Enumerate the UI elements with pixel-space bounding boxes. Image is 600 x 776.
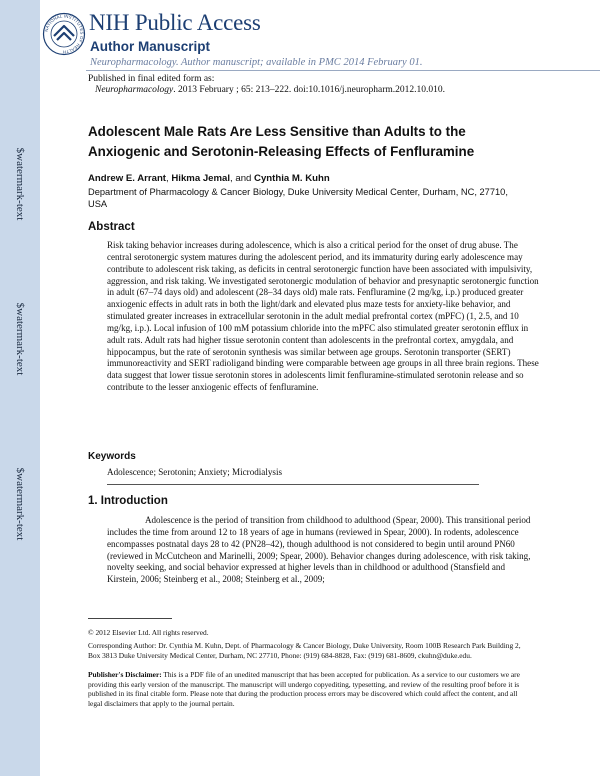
disclaimer-label: Publisher's Disclaimer: <box>88 670 162 679</box>
side-strip <box>0 0 40 776</box>
header-title: NIH Public Access <box>89 10 261 35</box>
keywords-list: Adolescence; Serotonin; Anxiety; Microdialysis <box>107 467 283 477</box>
author-separator: , <box>166 173 172 184</box>
published-form-label: Published in final edited form as: <box>88 74 215 84</box>
svg-text:NATIONAL INSTITUTES OF HEALTH: NATIONAL INSTITUTES OF HEALTH <box>43 13 85 55</box>
watermark-text: $watermark-text <box>14 467 26 541</box>
author-separator: , and <box>230 173 255 184</box>
introduction-heading: 1. Introduction <box>88 495 168 507</box>
disclaimer-text: This is a PDF file of an unedited manuscript that has been accepted for publication. As a service to our customers we are providing this early version of the manuscript. The manuscript will undergo copyediting, typesetting, and review of the resulting proof before it is published in its final citable form. Please note that during the production process errors may be discovered which could affect the content, and all legal disclaimers that apply to the journal pertain. <box>88 670 520 708</box>
header-subtitle: Author Manuscript <box>90 39 210 54</box>
corresponding-author-note: Corresponding Author: Dr. Cynthia M. Kuhn, Dept. of Pharmacology & Cancer Biology, Duke University, Room 100B Research Park Building 2, Box 3813 Duke University Medical Center, Durham, NC 27710, Phone: (919) 684-8828, Fax: (919) 681-8609, ckuhn@duke.edu. <box>88 641 521 660</box>
journal-name: Neuropharmacology <box>95 85 174 95</box>
author-list <box>88 173 330 184</box>
watermark-text: $watermark-text <box>14 302 26 376</box>
author-name: Andrew E. Arrant <box>88 173 167 184</box>
copyright-notice: © 2012 Elsevier Ltd. All rights reserved. <box>88 628 209 637</box>
citation-details: . 2013 February ; 65: 213–222. doi:10.1016/j.neuropharm.2012.10.010. <box>173 85 446 95</box>
author-name: Hikma Jemal <box>171 173 231 184</box>
header-divider <box>86 70 600 71</box>
abstract-text: Risk taking behavior increases during adolescence, which is also a critical period for the onset of drug abuse. The central serotonergic system matures during the adolescent period, and its immaturity during early adolescence may contribute to adolescent risk taking, as deficits in central serotonergic function have been associated with impulsivity, aggression, and risk taking. We investigated serotonergic modulation of behavior and presynaptic serotonergic function in adult (67–74 days old) and adolescent (28–34 days old) male rats. Fenfluramine (2 mg/kg, i.p.) produced greater anxiogenic effects in adult rats in both the light/dark and elevated plus maze tests for anxiety-like behavior, and stimulated greater increases in extracellular serotonin in the adult medial prefrontal cortex (mPFC) (1, 2.5, and 10 mg/kg, i.p.). Local infusion of 100 mM potassium chloride into the mPFC also stimulated greater serotonin efflux in adult rats. Adult rats had higher tissue serotonin content than adolescents in the prefrontal cortex, amygdala, and hippocampus, but the rate of serotonin synthesis was similar between age groups. Serotonin transporter (SERT) immunoreactivity and SERT radioligand binding were comparable between age groups in all three brain regions. These data suggest that lower tissue serotonin stores in adolescents limit fenfluramine-stimulated serotonin release and so contribute to the lesser anxiogenic effects of fenfluramine. <box>107 240 539 393</box>
article-title: Adolescent Male Rats Are Less Sensitive than Adults to the Anxiogenic and Serotonin-Releasing Effects of Fenfluramine <box>88 124 475 159</box>
journal-citation <box>95 85 445 95</box>
affiliation: Department of Pharmacology & Cancer Biology, Duke University Medical Center, Durham, NC, 27710, USA <box>88 187 508 209</box>
abstract-heading: Abstract <box>88 221 135 233</box>
watermark-text: $watermark-text <box>14 147 26 221</box>
section-divider <box>107 484 479 485</box>
keywords-heading: Keywords <box>88 451 136 462</box>
introduction-text: Adolescence is the period of transition from childhood to adulthood (Spear, 2000). This transitional period includes the time from around 12 to 18 years of age in humans (reviewed in Spear, 2000). In rodents, adolescence encompasses postnatal days 28 to 42 (PN28–42), though adulthood is not considered to begin until around PN60 (reviewed in McCutcheon and Marinelli, 2009; Spear, 2000). Behavior changes during adolescence, with risk taking, novelty seeking, and social behavior expressed at higher levels than in childhood or adulthood (Stansfield and Kirstein, 2006; Steinberg et al., 2008; Steinberg et al., 2009; <box>107 515 531 585</box>
author-name: Cynthia M. Kuhn <box>254 173 330 184</box>
nih-seal-logo <box>42 12 86 56</box>
footnote-divider <box>88 618 172 619</box>
pmc-availability-note: Neuropharmacology. Author manuscript; available in PMC 2014 February 01. <box>90 57 423 68</box>
publisher-disclaimer <box>88 670 528 708</box>
